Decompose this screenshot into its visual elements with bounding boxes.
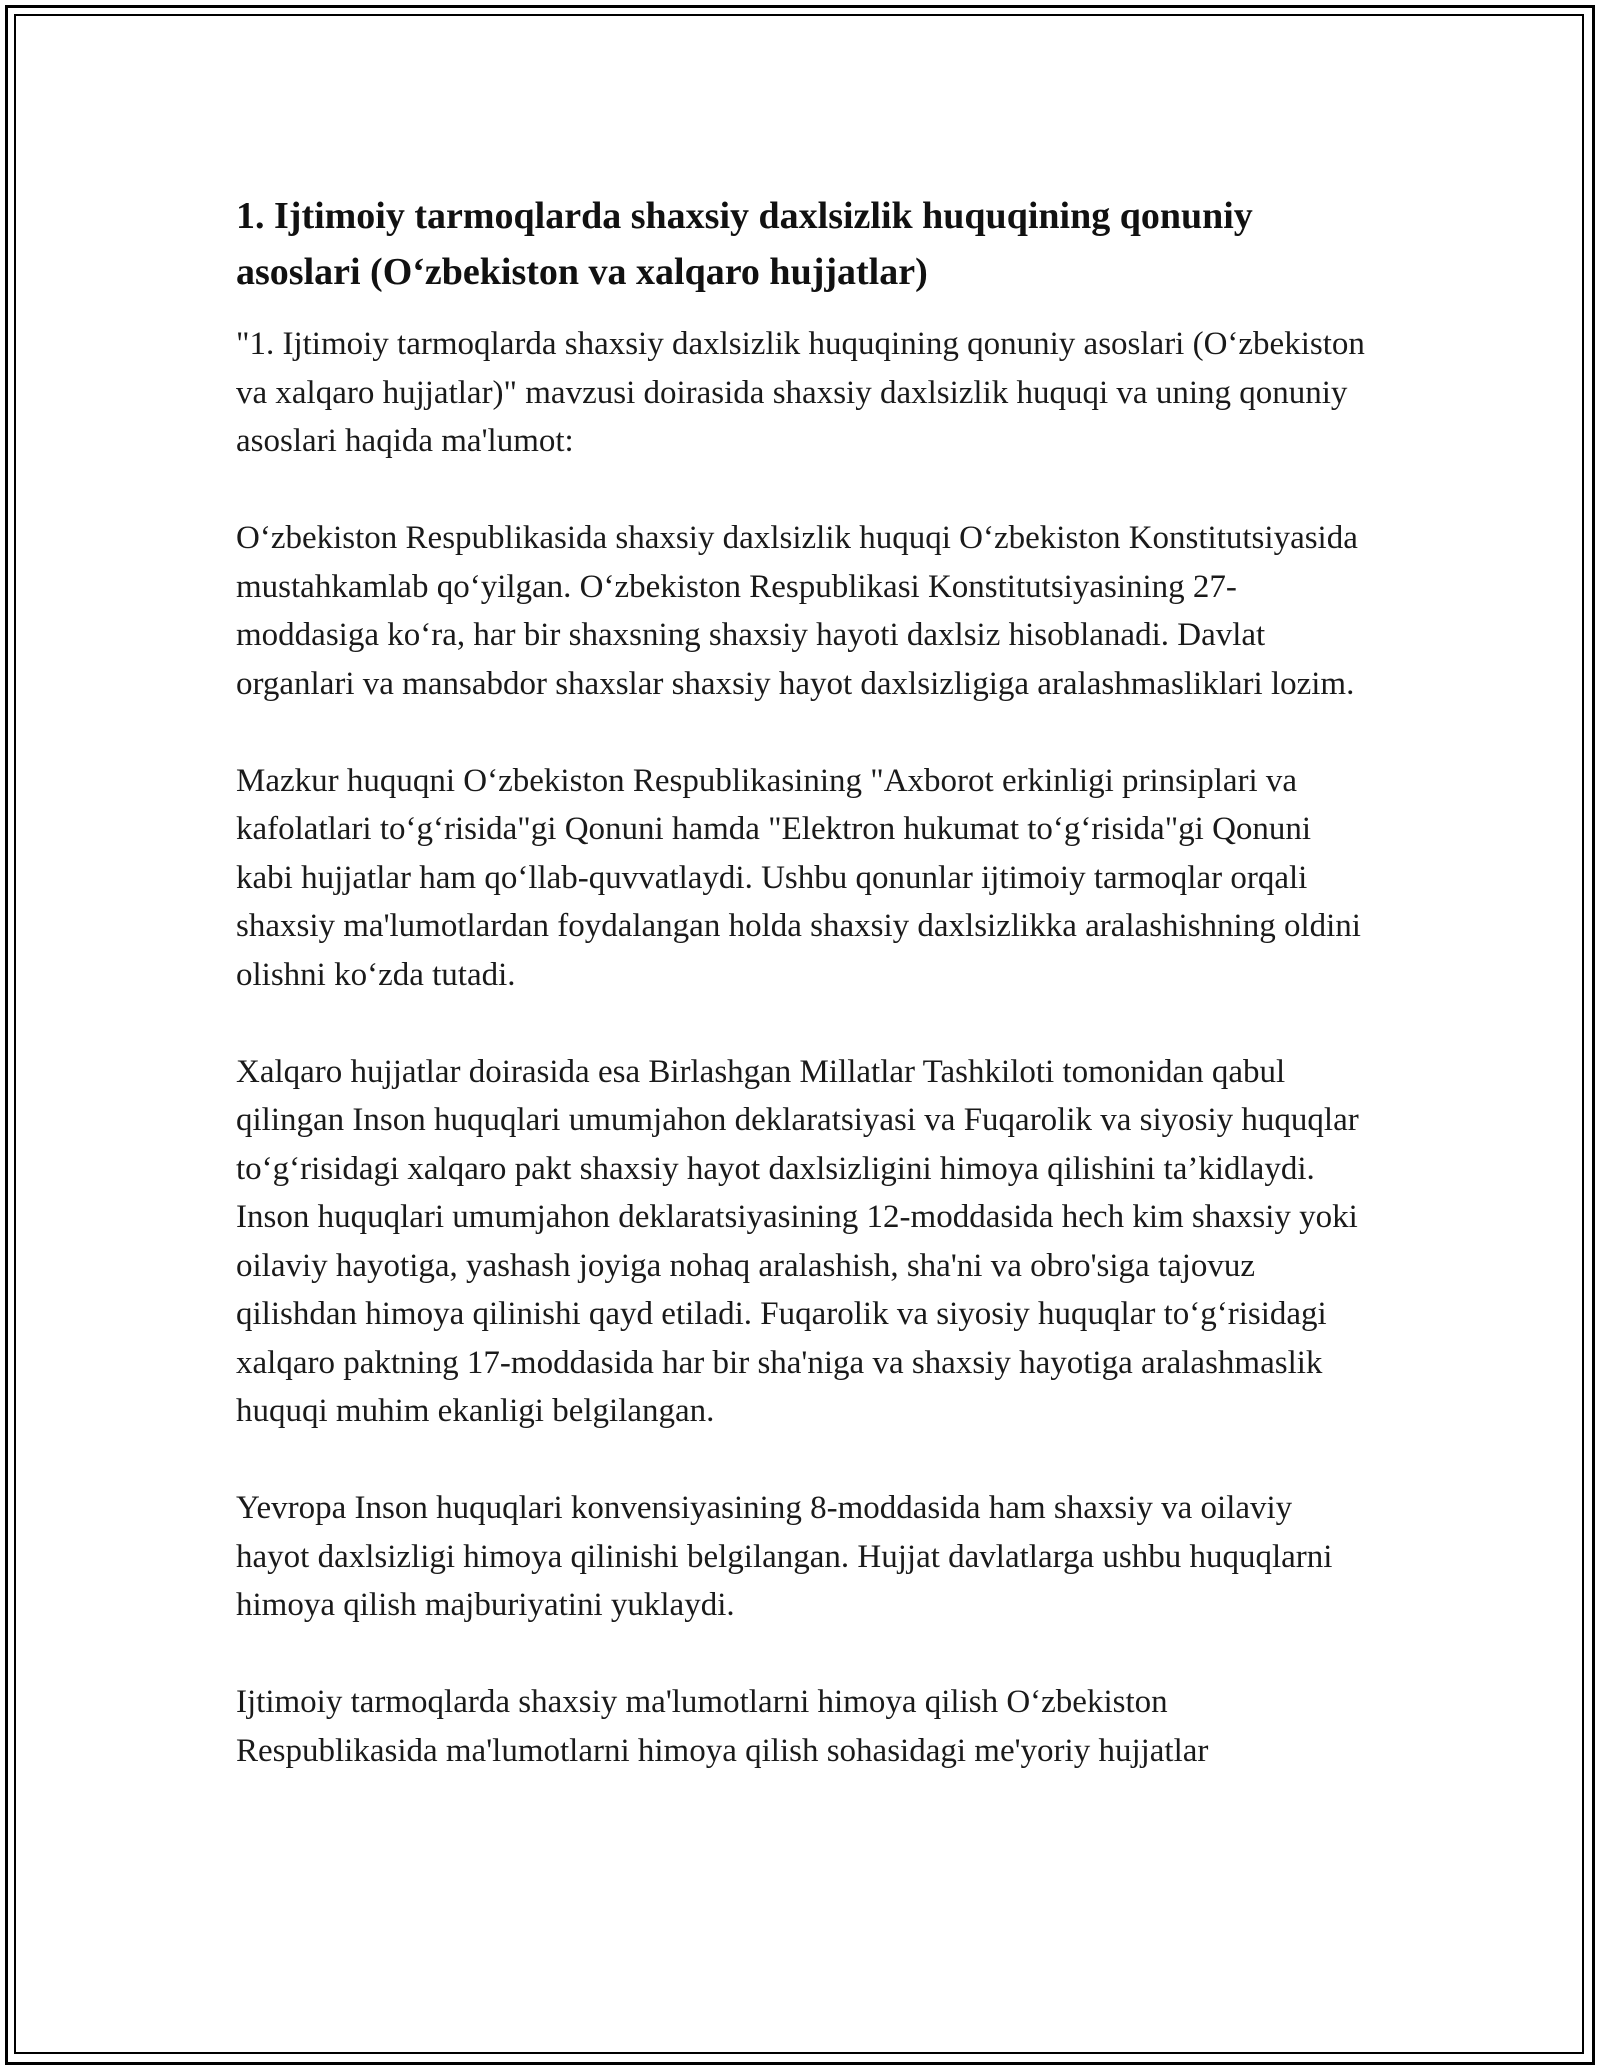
- document-title: 1. Ijtimoiy tarmoqlarda shaxsiy daxlsizlik huquqining qonuniy asoslari (O‘zbekiston va xalqaro hujjatlar): [236, 195, 1253, 293]
- paragraph-uzbekistan-constitution: O‘zbekiston Respublikasida shaxsiy daxlsizlik huquqi O‘zbekiston Konstitutsiyasida mustahkamlab qo‘yilgan. O‘zbekiston Respublikasi Konstitutsiyasining 27-moddasiga ko‘ra, har bir shaxsning shaxsiy hayoti daxlsiz hisoblanadi. Davlat organlari va mansabdor shaxslar shaxsiy hayot daxlsizligiga aralashmasliklari lozim.: [236, 520, 1358, 702]
- paragraph-data-protection: Ijtimoiy tarmoqlarda shaxsiy ma'lumotlarni himoya qilish O‘zbekiston Respublikasida ma'lumotlarni himoya qilish sohasidagi me'yoriy hujjatlar: [236, 1684, 1209, 1769]
- paragraph-international-documents: Xalqaro hujjatlar doirasida esa Birlashgan Millatlar Tashkiloti tomonidan qabul qilingan Inson huquqlari umumjahon deklaratsiyasi va Fuqarolik va siyosiy huquqlar to‘g‘risidagi xalqaro pakt shaxsiy hayot daxlsizligini himoya qilishini ta’kidlaydi. Inson huquqlari umumjahon deklaratsiyasining 12-moddasida hech kim shaxsiy yoki oilaviy hayotiga, yashash joyiga nohaq aralashish, sha'ni va obro'siga tajovuz qilishdan himoya qilinishi qayd etiladi. Fuqarolik va siyosiy huquqlar to‘g‘risidagi xalqaro paktning 17-moddasida har bir sha'niga va shaxsiy hayotiga aralashmaslik huquqi muhim ekanligi belgilangan.: [236, 1053, 1359, 1429]
- paragraph-uzbekistan-laws: Mazkur huquqni O‘zbekiston Respublikasining "Axborot erkinligi prinsiplari va kafolatlari to‘g‘risida"gi Qonuni hamda "Elektron hukumat to‘g‘risida"gi Qonuni kabi hujjatlar ham qo‘llab-quvvatlaydi. Ushbu qonunlar ijtimoiy tarmoqlar orqali shaxsiy ma'lumotlardan foydalangan holda shaxsiy daxlsizlikka aralashishning oldini olishni ko‘zda tutadi.: [236, 762, 1361, 993]
- paragraph-european-convention: Yevropa Inson huquqlari konvensiyasining 8-moddasida ham shaxsiy va oilaviy hayot daxlsizligi himoya qilinishi belgilangan. Hujjat davlatlarga ushbu huquqlarni himoya qilish majburiyatini yuklaydi.: [236, 1490, 1333, 1623]
- document-body: [236, 188, 1370, 1775]
- paragraph-intro: "1. Ijtimoiy tarmoqlarda shaxsiy daxlsizlik huquqining qonuniy asoslari (O‘zbekiston va xalqaro hujjatlar)" mavzusi doirasida shaxsiy daxlsizlik huquqi va uning qonuniy asoslari haqida ma'lumot:: [236, 326, 1365, 459]
